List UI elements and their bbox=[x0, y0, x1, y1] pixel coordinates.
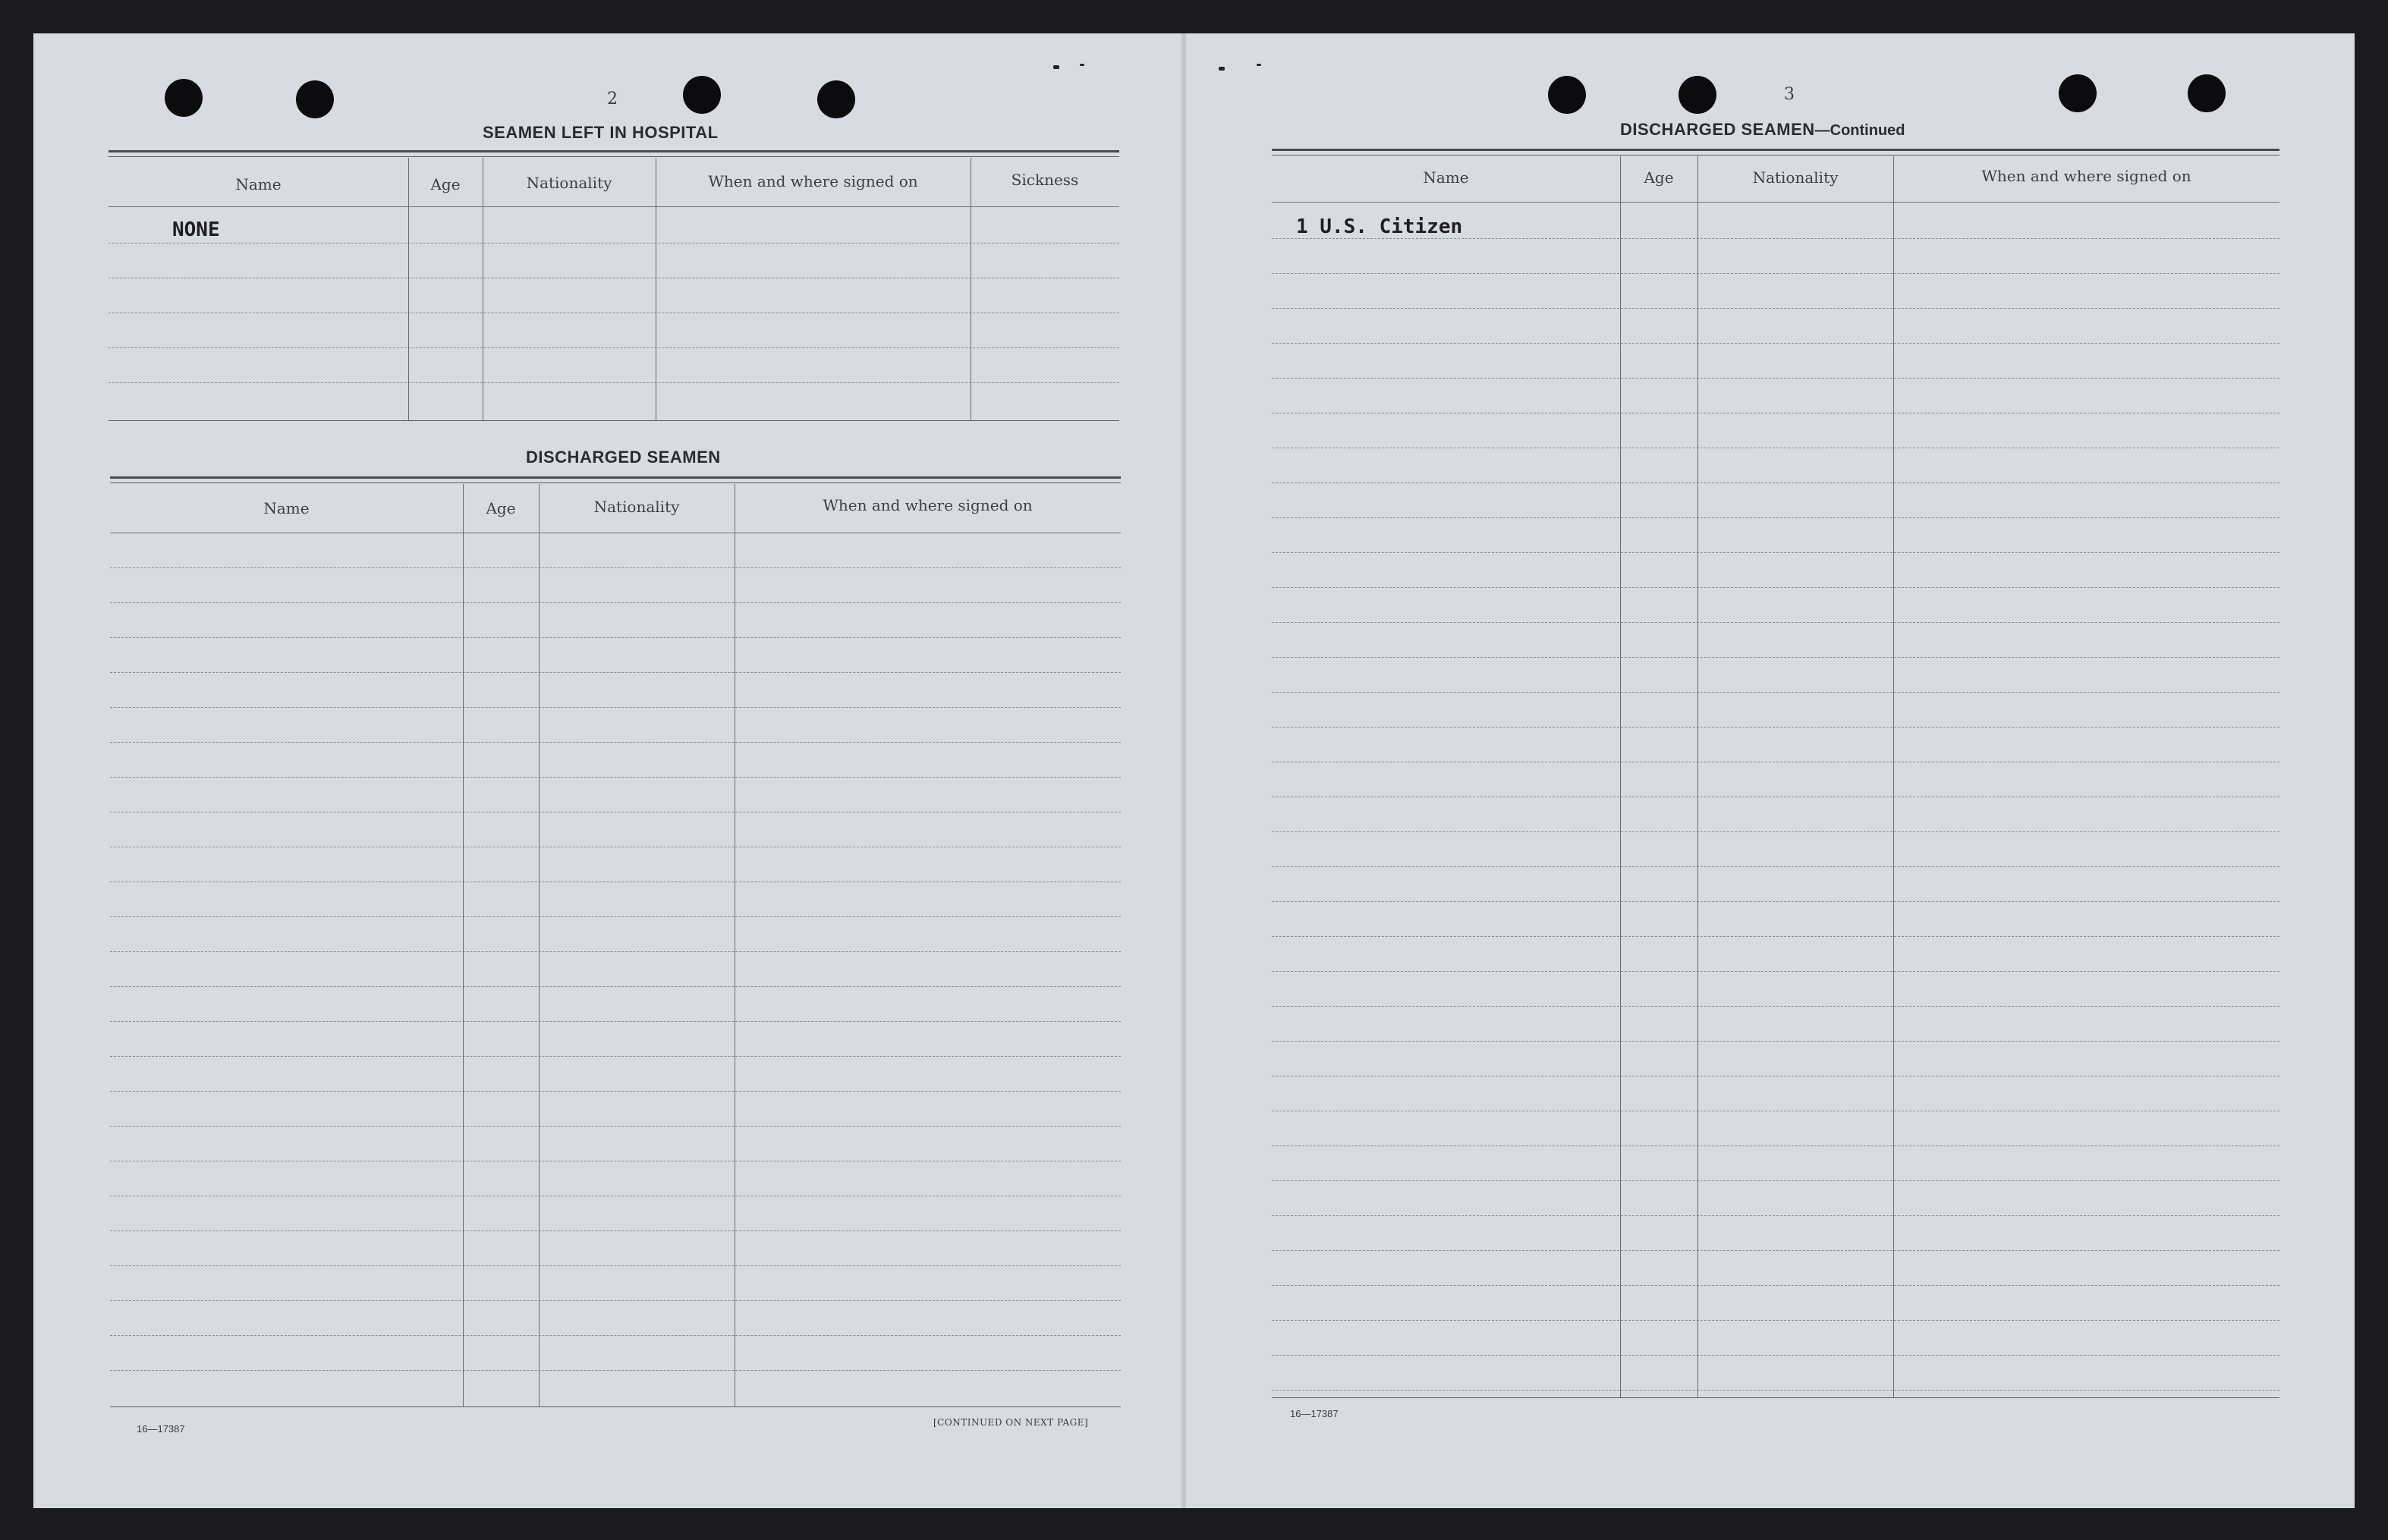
form-number: 16—17387 bbox=[137, 1423, 185, 1435]
table-row-line bbox=[110, 986, 1121, 987]
table-row-line bbox=[1272, 378, 2279, 379]
column-divider bbox=[463, 484, 464, 1406]
table-row-line bbox=[1272, 727, 2279, 728]
form-number: 16—17387 bbox=[1290, 1408, 1339, 1419]
table-row-line bbox=[110, 637, 1121, 638]
table-row-line bbox=[110, 602, 1121, 603]
table-row-line bbox=[1272, 1390, 2279, 1391]
col-header-nationality: Nationality bbox=[526, 174, 612, 192]
table-row-line bbox=[1272, 1180, 2279, 1181]
table-bottom-rule bbox=[1272, 1397, 2279, 1398]
table-row-line bbox=[1272, 866, 2279, 867]
punch-hole bbox=[165, 79, 203, 117]
continued-note: [CONTINUED ON NEXT PAGE] bbox=[933, 1417, 1089, 1428]
col-header-sickness: Sickness bbox=[1011, 171, 1079, 189]
table-row-line bbox=[1272, 1285, 2279, 1286]
table-row-line bbox=[110, 742, 1121, 743]
table-row-line bbox=[1272, 936, 2279, 937]
table-row-line bbox=[1272, 1355, 2279, 1356]
table-row-line bbox=[1272, 901, 2279, 902]
table-row-line bbox=[110, 707, 1121, 708]
table-row-line bbox=[110, 916, 1121, 917]
hospital-section-title: SEAMEN LEFT IN HOSPITAL bbox=[483, 123, 719, 142]
discharged-continued-title bbox=[1620, 120, 1905, 140]
table-row-line bbox=[110, 1091, 1121, 1092]
table-row-line bbox=[1272, 238, 2279, 239]
header-rule bbox=[109, 206, 1119, 207]
punch-hole bbox=[296, 80, 334, 118]
punch-hole bbox=[2059, 74, 2097, 112]
table-row-line bbox=[109, 347, 1119, 348]
table-bottom-rule bbox=[109, 420, 1119, 421]
discharged-table bbox=[110, 476, 1121, 1410]
ink-mark bbox=[1053, 65, 1059, 69]
col-header-name: Name bbox=[235, 175, 282, 193]
table-row-line bbox=[110, 777, 1121, 778]
page-number: 3 bbox=[1784, 85, 1795, 104]
col-header-signed-on: When and where signed on bbox=[1981, 167, 2191, 185]
table-row-line bbox=[110, 1335, 1121, 1336]
table-rule bbox=[110, 482, 1121, 483]
table-row-line bbox=[110, 672, 1121, 673]
table-row-line bbox=[1272, 971, 2279, 972]
table-row-line bbox=[1272, 482, 2279, 483]
col-header-name: Name bbox=[1423, 168, 1469, 187]
ink-mark bbox=[1257, 64, 1261, 66]
discharged-section-title: DISCHARGED SEAMEN bbox=[526, 448, 721, 467]
page-fold bbox=[1181, 33, 1186, 1508]
header-rule bbox=[1272, 202, 2279, 203]
table-row-line bbox=[1272, 692, 2279, 693]
table-row-line bbox=[110, 1370, 1121, 1371]
col-header-age: Age bbox=[1644, 168, 1674, 187]
table-row-line bbox=[1272, 587, 2279, 588]
page-number: 2 bbox=[607, 90, 618, 108]
table-rule bbox=[109, 150, 1119, 152]
col-header-name: Name bbox=[263, 499, 310, 517]
table-row-line bbox=[109, 243, 1119, 244]
col-header-nationality: Nationality bbox=[1752, 168, 1839, 187]
col-header-signed-on: When and where signed on bbox=[823, 496, 1033, 514]
table-rule bbox=[1272, 155, 2279, 156]
discharged-entry: 1 U.S. Citizen bbox=[1296, 215, 1463, 238]
table-row-line bbox=[1272, 517, 2279, 518]
table-rule bbox=[109, 156, 1119, 157]
table-row-line bbox=[1272, 1250, 2279, 1251]
table-row-line bbox=[110, 951, 1121, 952]
table-row-line bbox=[110, 1126, 1121, 1127]
table-bottom-rule bbox=[110, 1406, 1121, 1407]
discharged-continued-table bbox=[1272, 149, 2279, 1400]
ink-mark bbox=[1219, 67, 1225, 71]
column-divider bbox=[1893, 156, 1894, 1397]
hospital-entry: NONE bbox=[172, 218, 220, 241]
table-row-line bbox=[1272, 273, 2279, 274]
punch-hole bbox=[1679, 76, 1716, 114]
table-rule bbox=[1272, 149, 2279, 151]
punch-hole bbox=[2188, 74, 2226, 112]
table-row-line bbox=[110, 1230, 1121, 1231]
col-header-nationality: Nationality bbox=[593, 498, 680, 516]
discharged-continued-title-text: DISCHARGED SEAMEN bbox=[1620, 120, 1815, 139]
col-header-age: Age bbox=[486, 499, 516, 517]
column-divider bbox=[408, 158, 409, 420]
table-row-line bbox=[1272, 1041, 2279, 1042]
punch-hole bbox=[817, 80, 855, 118]
table-rule bbox=[110, 476, 1121, 479]
hospital-table bbox=[109, 150, 1119, 425]
col-header-age: Age bbox=[430, 175, 461, 193]
table-row-line bbox=[110, 567, 1121, 568]
table-row-line bbox=[110, 1056, 1121, 1057]
punch-hole bbox=[1548, 76, 1586, 114]
table-row-line bbox=[110, 1021, 1121, 1022]
col-header-signed-on: When and where signed on bbox=[708, 172, 918, 190]
column-divider bbox=[1697, 156, 1698, 1397]
table-row-line bbox=[1272, 1215, 2279, 1216]
table-row-line bbox=[1272, 1320, 2279, 1321]
column-divider bbox=[1620, 156, 1621, 1397]
table-row-line bbox=[1272, 831, 2279, 832]
punch-hole bbox=[683, 76, 721, 114]
table-row-line bbox=[1272, 1006, 2279, 1007]
table-row-line bbox=[1272, 622, 2279, 623]
table-row-line bbox=[1272, 657, 2279, 658]
table-row-line bbox=[109, 382, 1119, 383]
continued-suffix: —Continued bbox=[1814, 122, 1905, 139]
table-row-line bbox=[1272, 308, 2279, 309]
ink-mark bbox=[1080, 64, 1084, 66]
column-divider bbox=[539, 484, 540, 1406]
table-row-line bbox=[1272, 552, 2279, 553]
table-row-line bbox=[110, 1300, 1121, 1301]
table-row-line bbox=[110, 1265, 1121, 1266]
table-row-line bbox=[1272, 343, 2279, 344]
